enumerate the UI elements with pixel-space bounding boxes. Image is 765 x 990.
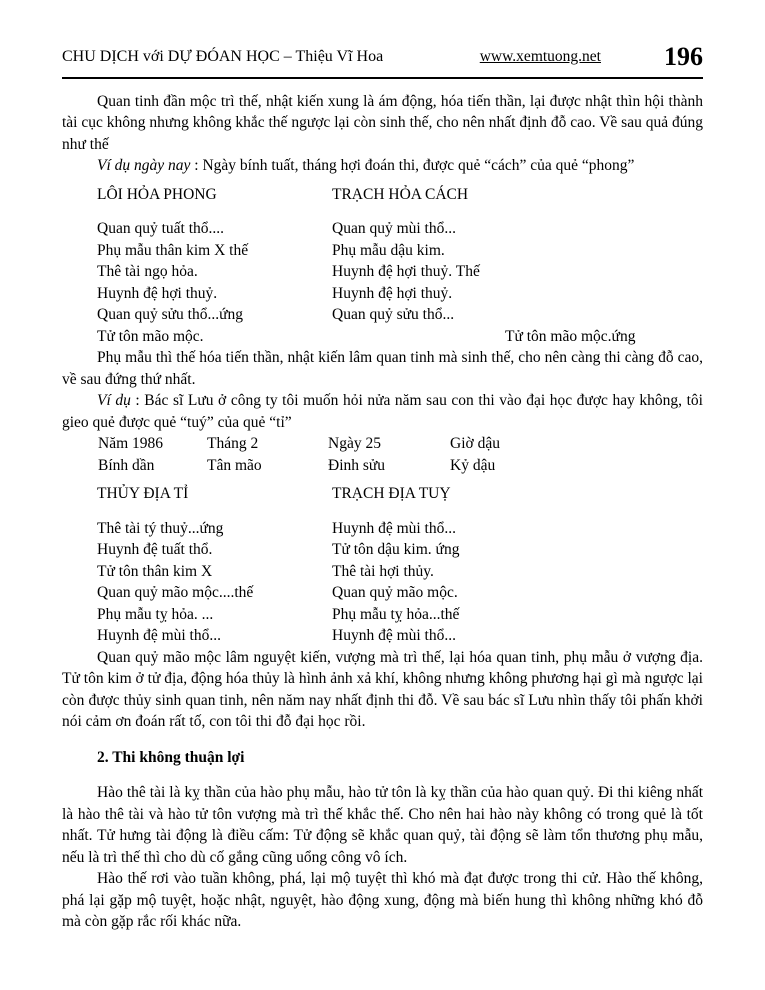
hexagram-line: Quan quỷ mão mộc. — [332, 584, 458, 601]
hexagram-line: Quan quỷ mão mộc....thế — [97, 584, 254, 601]
hexagram-2-row — [62, 539, 703, 561]
book-title: CHU DỊCH với DỰ ĐÓAN HỌC – Thiệu Vĩ Hoa — [62, 48, 384, 65]
hexagram-line: Huynh đệ mùi thổ... — [332, 519, 456, 537]
date-cell: Đinh sửu — [328, 456, 386, 474]
date-cell: Bính dần — [98, 456, 155, 474]
example-2-label: Ví dụ — [97, 392, 131, 409]
website-url: www.xemtuong.net — [479, 48, 601, 65]
hexagram-line: Tử tôn thân kim X — [97, 562, 213, 580]
hexagram-2-row — [62, 625, 703, 647]
date-row-labels — [62, 433, 703, 455]
hexagram-2-row — [62, 582, 703, 604]
date-cell: Ngày 25 — [328, 435, 381, 452]
hexagram-line: Phụ mẫu tỵ hỏa...thế — [332, 605, 460, 623]
example-1-label: Ví dụ ngày nay — [97, 157, 191, 174]
paragraph-3: Quan quỷ mão mộc lâm nguyệt kiến, vượng mà trì thế, lại hóa quan tinh, phụ mẫu ở vượng địa. Tử tôn kim ở tử địa, động hóa thủy là hình ảnh xả khí, không nhưng không phương hại gì mà ngược lại còn được thủy sinh quan tinh, nên năm nay nhất định thi đỗ. Về sau bác sĩ Lưu nhìn thấy tôi phấn khởi nói cảm ơn đoán rất tố, con tôi thi đỗ đại học rồi. — [62, 648, 703, 730]
hexagram-1-titles — [62, 184, 703, 206]
hexagram-1-row — [62, 261, 703, 283]
hexagram-line: Huynh đệ tuất thổ. — [97, 541, 213, 558]
example-2 — [62, 390, 703, 433]
hexagram-1-right-title: TRẠCH HỎA CÁCH — [332, 185, 469, 203]
hexagram-1-row — [62, 240, 703, 262]
hexagram-line: Quan quỷ sửu thổ...ứng — [97, 306, 243, 323]
hexagram-2-left-title: THỦY ĐỊA TỈ — [97, 485, 189, 502]
date-cell: Giờ dậu — [450, 435, 500, 452]
hexagram-1-row — [62, 218, 703, 240]
hexagram-line: Huynh đệ mùi thổ... — [97, 627, 221, 644]
hexagram-line: Phụ mẫu tỵ hỏa. ... — [97, 605, 214, 623]
hexagram-line: Phụ mẫu thân kim X thế — [97, 241, 249, 259]
paragraph-1: Quan tinh đần mộc trì thế, nhật kiến xung là ám động, hóa tiến thần, lại được nhật thìn hội thành tài cục không nhưng không khắc thế ngược lại còn sinh thế, cho nên nhất định đỗ cao. Về sau quả đúng như thế — [62, 92, 703, 153]
hexagram-line: Huynh đệ hợi thuỷ. — [97, 284, 218, 302]
hexagram-2-row — [62, 518, 703, 540]
date-cell: Tân mão — [207, 456, 262, 474]
hexagram-1-row — [62, 326, 703, 348]
hexagram-2-row — [62, 604, 703, 626]
hexagram-line: Quan quỷ tuất thổ.... — [97, 220, 224, 237]
example-2-text: : Bác sĩ Lưu ở công ty tôi muốn hỏi nửa năm sau con thi vào đại học được hay không, tôi gieo quẻ được quẻ “tuý” của quẻ “tỉ” — [62, 392, 703, 431]
hexagram-line: Thê tài tý thuỷ...ứng — [97, 519, 224, 537]
hexagram-2-row — [62, 561, 703, 583]
hexagram-1-row — [62, 304, 703, 326]
date-table — [62, 433, 703, 476]
hexagram-line: Tử tôn mão mộc. — [97, 327, 204, 345]
hexagram-line: Phụ mẫu dậu kim. — [332, 241, 445, 259]
date-cell: Kỷ dậu — [450, 456, 496, 474]
hexagram-block-1 — [62, 184, 703, 348]
hexagram-line: Tử tôn mão mộc.ứng — [505, 327, 636, 345]
page-number: 196 — [664, 42, 703, 71]
hexagram-2-titles — [62, 483, 703, 505]
hexagram-line: Tử tôn dậu kim. ứng — [332, 541, 460, 558]
paragraph-4: Hào thê tài là kỵ thần của hào phụ mẫu, hào tử tôn là kỵ thần của hào quan quỷ. Đi thi kiêng nhất là hào thê tài và hào tử tôn vượng mà trì thế khắc thế. Cho nên hai hào này không có trong quẻ là tốt nhất. Tử hưng tài động là điều cấm: Tử động sẽ khắc quan quỷ, tài động sẽ làm tổn thương phụ mẫu, nếu là trì thế thì cho dù cố gắng cũng uổng công vô ích. — [62, 784, 703, 866]
example-1-text: : Ngày bính tuất, tháng hợi đoán thi, được quẻ “cách” của quẻ “phong” — [190, 157, 635, 174]
hexagram-1-left-title: LÔI HỎA PHONG — [97, 185, 217, 203]
hexagram-line: Huynh đệ hợi thuỷ. — [332, 284, 453, 302]
hexagram-2-right-title: TRẠCH ĐỊA TUỴ — [332, 485, 451, 502]
hexagram-line: Huynh đệ mùi thổ... — [332, 627, 456, 644]
hexagram-line: Quan quỷ mùi thổ... — [332, 220, 456, 237]
paragraph-2: Phụ mẫu thì thế hóa tiến thần, nhật kiến lâm quan tinh mà sinh thế, cho nên càng thi càng đỗ cao, về sau đứng thứ nhất. — [62, 349, 703, 388]
hexagram-line: Thê tài ngọ hỏa. — [97, 263, 198, 280]
example-1 — [62, 155, 703, 177]
hexagram-1-row — [62, 283, 703, 305]
hexagram-line: Thê tài hợi thủy. — [332, 562, 434, 580]
paragraph-5: Hào thế rơi vào tuần không, phá, lại mộ tuyệt thì khó mà đạt được trong thi cử. Hào thế không, phá lại gặp mộ tuyệt, hoặc nhật, nguyệt, hào động xung, động mà biến hung thì không những khó đỗ mà còn gặp rắc rối khác nữa. — [62, 870, 703, 930]
date-cell: Năm 1986 — [98, 435, 164, 452]
hexagram-line: Quan quỷ sửu thổ... — [332, 306, 455, 323]
date-row-stems — [62, 455, 703, 477]
page-header — [62, 42, 703, 79]
section-2-heading: 2. Thi không thuận lợi — [97, 748, 245, 766]
hexagram-line: Huynh đệ hợi thuỷ. Thế — [332, 263, 480, 280]
hexagram-block-2 — [62, 483, 703, 647]
date-cell: Tháng 2 — [207, 435, 259, 452]
